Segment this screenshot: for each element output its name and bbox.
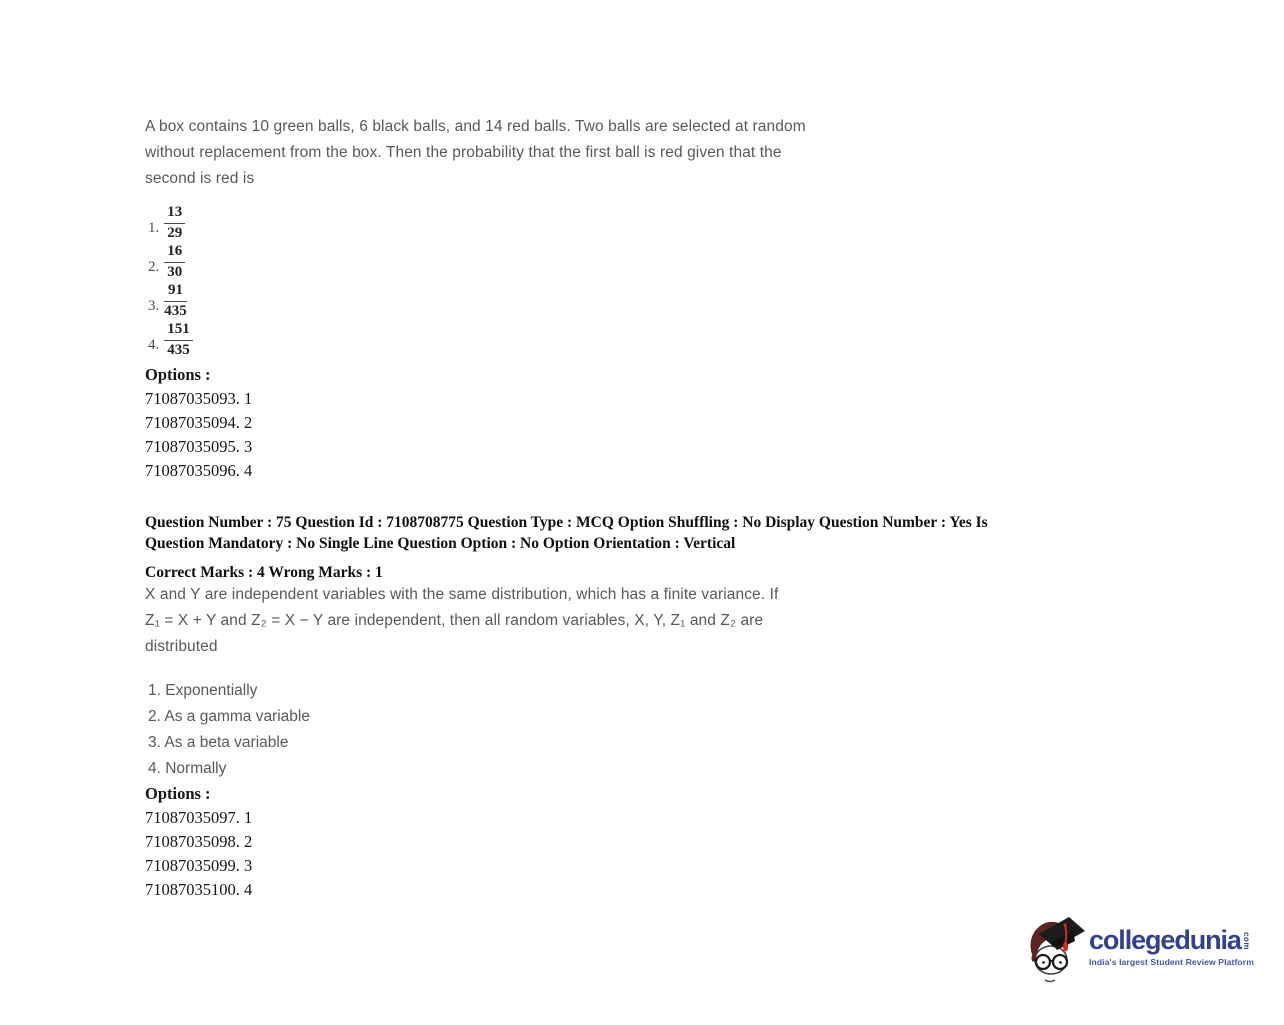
question1-line: without replacement from the box. Then the probability that the first ball is red given that the	[145, 144, 782, 161]
option-id: 71087035100. 4	[145, 880, 253, 899]
choice-number: 1.	[148, 220, 160, 236]
choice-row	[148, 243, 193, 282]
question2-line: distributed	[145, 638, 218, 655]
fraction	[164, 321, 193, 359]
fraction-numerator: 16	[164, 243, 185, 263]
brand-tld: com	[1241, 932, 1251, 950]
graduate-boy-mascot-icon	[1024, 910, 1086, 990]
choice-item: 1. Exponentially	[148, 682, 258, 699]
choice-number: 4.	[148, 337, 160, 353]
fraction	[164, 243, 185, 281]
metadata-line: Question Mandatory : No Single Line Question Option : No Option Orientation : Vertical	[145, 534, 736, 552]
option-id: 71087035097. 1	[145, 808, 253, 827]
fraction-numerator: 13	[164, 204, 185, 224]
question1-choices	[148, 204, 193, 360]
metadata-line: Question Number : 75 Question Id : 7108708775 Question Type : MCQ Option Shuffling : No Display Question Number : Yes Is	[145, 514, 988, 531]
fraction-denominator: 29	[167, 225, 183, 241]
option-id: 71087035095. 3	[145, 437, 253, 456]
fraction-denominator: 435	[164, 303, 187, 319]
collegedunia-logo	[1024, 910, 1254, 990]
question1-text	[145, 114, 806, 192]
fraction-denominator: 30	[167, 264, 183, 280]
fraction-numerator: 91	[164, 282, 187, 302]
question2-metadata	[145, 513, 988, 584]
question2-text	[145, 582, 778, 660]
question2-choices	[148, 678, 310, 782]
choice-item: 3. As a beta variable	[148, 734, 289, 751]
choice-row	[148, 282, 193, 321]
option-id: 71087035099. 3	[145, 856, 253, 875]
question2-line: Z₁ = X + Y and Z₂ = X − Y are independent, then all random variables, X, Y, Z₁ and Z₂ are	[145, 612, 764, 629]
choice-number: 3.	[148, 298, 160, 314]
marks-line: Correct Marks : 4 Wrong Marks : 1	[145, 564, 383, 581]
question2-options-block	[145, 782, 252, 902]
choice-item: 2. As a gamma variable	[148, 708, 310, 725]
fraction	[164, 282, 187, 320]
choice-item: 4. Normally	[148, 760, 227, 777]
fraction-numerator: 151	[164, 321, 193, 341]
choice-row	[148, 321, 193, 360]
question2-line: X and Y are independent variables with the same distribution, which has a finite variance. If	[145, 586, 779, 603]
choice-number: 2.	[148, 259, 160, 275]
brand-tagline: India's largest Student Review Platform	[1089, 957, 1254, 968]
question1-line: second is red is	[145, 170, 255, 187]
question1-line: A box contains 10 green balls, 6 black balls, and 14 red balls. Two balls are selected at random	[145, 118, 806, 135]
logo-text	[1089, 910, 1254, 967]
options-label: Options :	[145, 365, 211, 384]
question1-options-block	[145, 363, 252, 483]
option-id: 71087035096. 4	[145, 461, 253, 480]
option-id: 71087035094. 2	[145, 413, 253, 432]
choice-row	[148, 204, 193, 243]
option-id: 71087035093. 1	[145, 389, 253, 408]
fraction-denominator: 435	[167, 342, 190, 358]
fraction	[164, 204, 185, 242]
option-id: 71087035098. 2	[145, 832, 253, 851]
options-label: Options :	[145, 784, 211, 803]
brand-name: collegedunia	[1089, 925, 1241, 955]
